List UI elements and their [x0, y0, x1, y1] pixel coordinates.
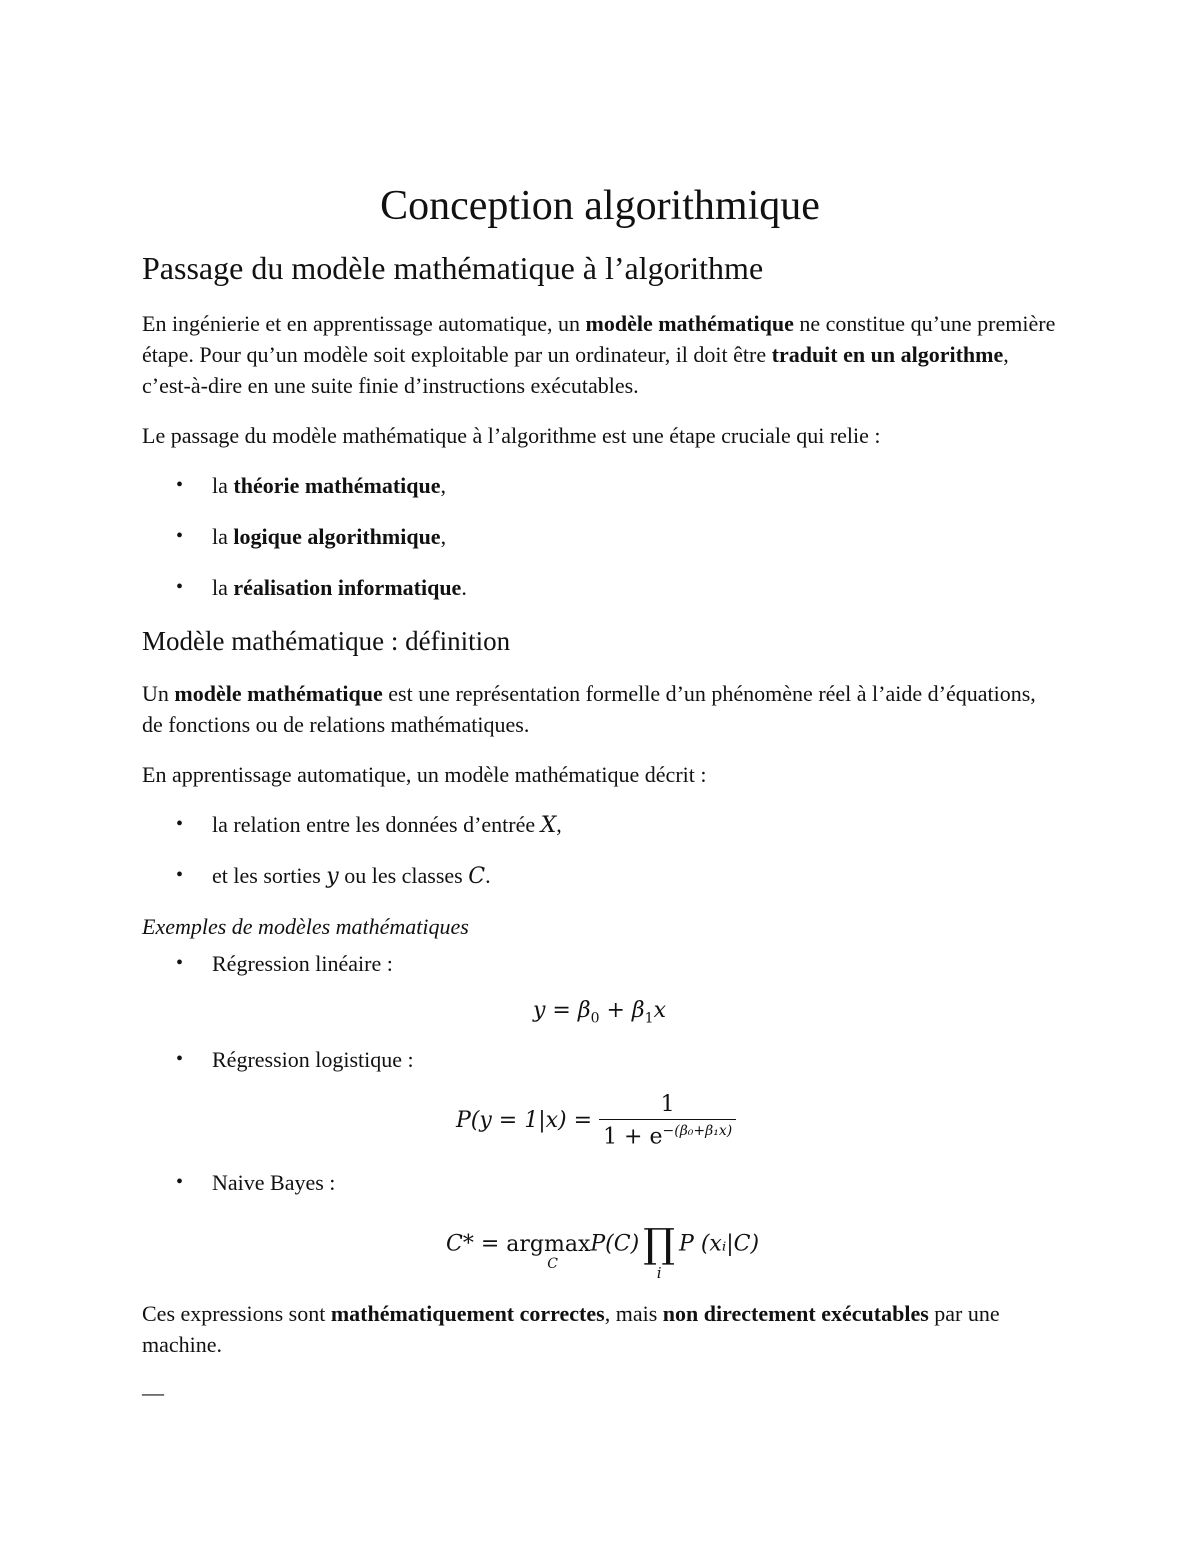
bullet-icon: • — [176, 864, 184, 886]
list-item-text: Régression logistique : — [212, 1047, 414, 1072]
list-item-text: la réalisation informatique. — [212, 575, 467, 600]
bullet-icon: • — [176, 474, 184, 496]
bold-run: modèle mathématique — [585, 311, 794, 336]
text-run: ne constitue qu’une première étape. Pour qu’un modèle soit exploitable par un ordinateur, il doit être — [142, 311, 1056, 367]
argmax-operator: argmax C — [506, 1231, 591, 1272]
list-item-text: et les sorties y ou les classes C. — [212, 863, 491, 889]
section-heading-definition: Modèle mathématique : définition — [142, 626, 511, 656]
examples-caption: Exemples de modèles mathématiques — [142, 914, 469, 939]
list-item-text: Régression linéaire : — [212, 951, 393, 976]
bold-run: traduit en un algorithme — [771, 342, 1004, 367]
equation-logistic-regression: P(y = 1|x) = $\frac{1}{1 + e^{-(\beta_0+\beta_1x)}}$ — [456, 1092, 736, 1149]
paragraph-definition: Un modèle mathématique est une représentation formelle d’un phénomène réel à l’aide d’équations, de fonctions ou de relations mathématiques. — [142, 681, 1036, 737]
separator-dash: — — [142, 1380, 164, 1405]
list-item-text: la théorie mathématique, — [212, 473, 447, 498]
list-item-text: la relation entre les données d’entrée X, — [212, 812, 562, 838]
bullet-icon: • — [176, 1048, 184, 1070]
bullet-icon: • — [176, 952, 184, 974]
page-title: Conception algorithmique — [380, 183, 820, 229]
paragraph-intro — [142, 308, 1062, 401]
list-item-text: Naive Bayes : — [212, 1170, 336, 1195]
section-heading-passage: Passage du modèle mathématique à l’algorithme — [142, 250, 764, 286]
bullet-icon: • — [176, 1171, 184, 1193]
text-run: En ingénierie et en apprentissage automatique, un — [142, 311, 586, 336]
bullet-icon: • — [176, 525, 184, 547]
bullet-icon: • — [176, 576, 184, 598]
paragraph-relie: Le passage du modèle mathématique à l’algorithme est une étape cruciale qui relie : — [142, 423, 881, 448]
paragraph-conclusion: Ces expressions sont mathématiquement correctes, mais non directement exécutables par une machine. — [142, 1301, 1000, 1357]
text-run: , c’est-à-dire en une suite finie d’instructions exécutables. — [142, 342, 1009, 398]
product-operator: ∏ i — [643, 1221, 676, 1282]
equation-linear-regression: $y = \beta_0 + \beta_1x$ — [533, 998, 666, 1027]
fraction: $\frac{1}{1 + e^{-(\beta_0+\beta_1x)}}$ — [599, 1092, 736, 1149]
bullet-icon: • — [176, 813, 184, 835]
list-item-text: la logique algorithmique, — [212, 524, 447, 549]
equation-naive-bayes: C* = argmax C P(C) ∏ i P (xᵢ|C) — [446, 1221, 760, 1282]
paragraph-decrit: En apprentissage automatique, un modèle mathématique décrit : — [142, 762, 707, 787]
